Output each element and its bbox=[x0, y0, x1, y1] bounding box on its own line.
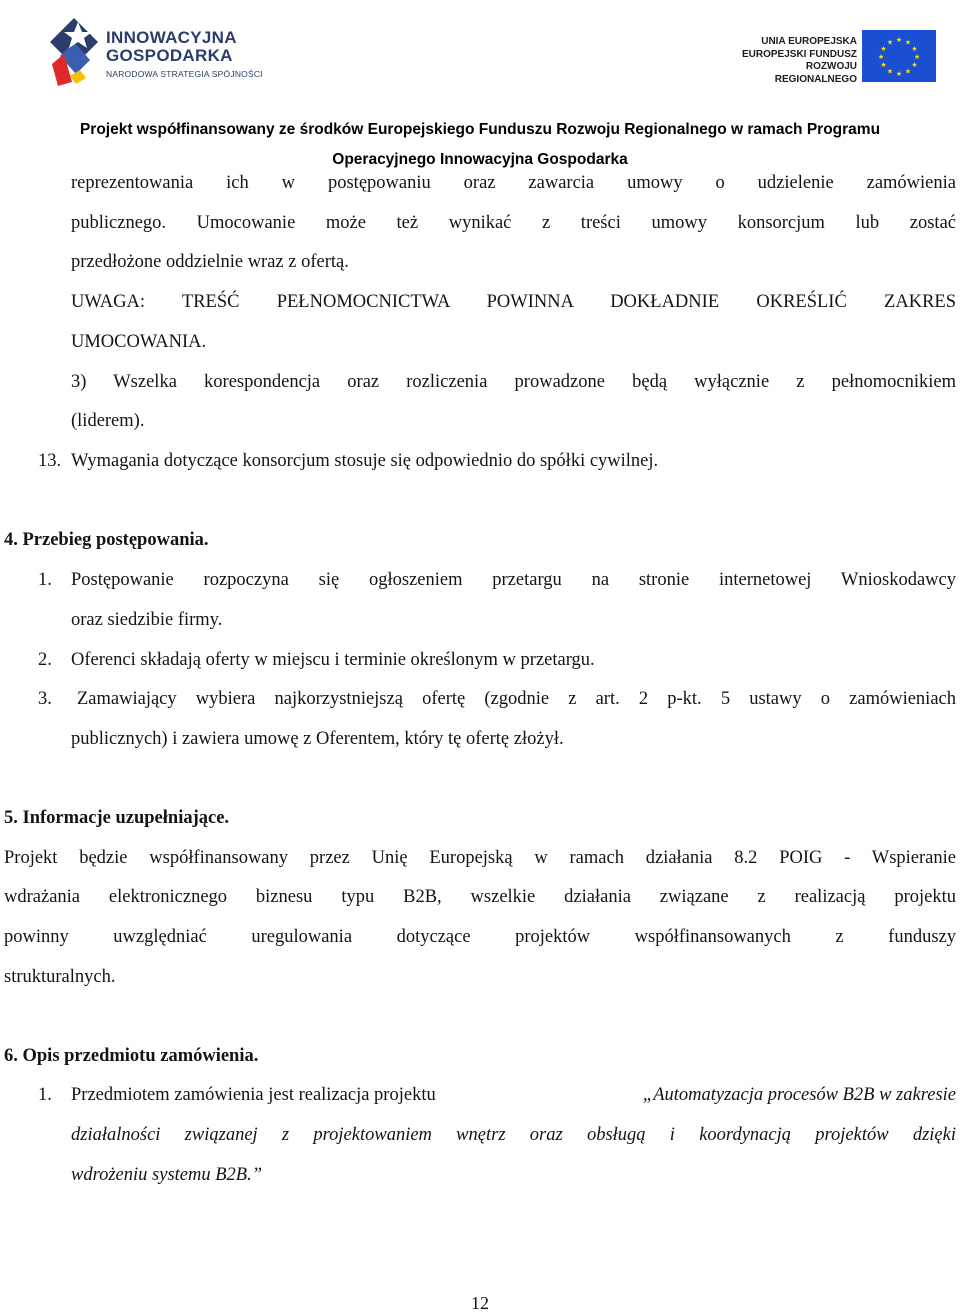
eu-logo-text: UNIA EUROPEJSKA EUROPEJSKI FUNDUSZ ROZWOJU REGIONALNEGO bbox=[741, 36, 857, 85]
svg-text:★: ★ bbox=[895, 36, 903, 44]
section-5-heading: 5. Informacje uzupełniające. bbox=[4, 808, 230, 828]
svg-text:★: ★ bbox=[877, 53, 885, 61]
paragraph-line: Projekt będzie współfinansowany przez Unię Europejską w ramach działania 8.2 POIG - Wspieranie bbox=[4, 848, 956, 868]
point-3-line: (liderem). bbox=[71, 411, 145, 431]
paragraph-line: przedłożone oddzielnie wraz z ofertą. bbox=[71, 252, 349, 272]
list-item-number: 1. bbox=[38, 570, 52, 590]
logo-title: INNOWACYJNA GOSPODARKA bbox=[106, 28, 237, 65]
list-item-number: 1. bbox=[38, 1085, 52, 1105]
eu-logo bbox=[725, 28, 937, 84]
project-title-italic: wdrożeniu systemu B2B.” bbox=[71, 1165, 262, 1185]
paragraph-line: publicznego. Umocowanie może też wynikać z treści umowy konsorcjum lub zostać bbox=[71, 213, 956, 233]
svg-text:★: ★ bbox=[911, 45, 918, 53]
item-text-prefix: Przedmiotem zamówienia jest realizacja projektu bbox=[71, 1085, 436, 1105]
warning-line: UWAGA: TREŚĆ PEŁNOMOCNICTWA POWINNA DOKŁADNIE OKREŚLIĆ ZAKRES bbox=[71, 292, 956, 312]
svg-text:★: ★ bbox=[895, 70, 903, 78]
paragraph-line: powinny uwzględniać uregulowania dotyczące projektów współfinansowanych z funduszy bbox=[4, 927, 956, 947]
eu-flag-icon bbox=[862, 30, 936, 82]
page-header bbox=[0, 0, 960, 170]
svg-text:★: ★ bbox=[904, 38, 912, 47]
section-4-heading: 4. Przebieg postępowania. bbox=[4, 530, 209, 550]
paragraph-line: reprezentowania ich w postępowaniu oraz zawarcia umowy o udzielenie zamówienia bbox=[71, 173, 956, 193]
section-6-heading: 6. Opis przedmiotu zamówienia. bbox=[4, 1046, 259, 1066]
svg-text:★: ★ bbox=[904, 67, 912, 76]
page-number: 12 bbox=[471, 1293, 489, 1313]
item-13-number: 13. bbox=[38, 451, 62, 471]
project-cofinancing-line-1: Projekt współfinansowany ze środków Europejskiego Funduszu Rozwoju Regionalnego w ramach Programu bbox=[79, 121, 881, 138]
warning-line: UMOCOWANIA. bbox=[71, 332, 207, 352]
list-item-number: 3. bbox=[38, 689, 52, 709]
project-title-italic: działalności związanej z projektowaniem wnętrz oraz obsługą i koordynacją projektów dzięki bbox=[71, 1125, 956, 1145]
innowacyjna-gospodarka-logo bbox=[44, 14, 274, 90]
svg-text:★: ★ bbox=[913, 53, 921, 61]
svg-text:★: ★ bbox=[911, 61, 918, 69]
star-emblem-icon bbox=[44, 14, 104, 90]
svg-text:★: ★ bbox=[880, 45, 887, 53]
item-13-text: Wymagania dotyczące konsorcjum stosuje się odpowiednio do spółki cywilnej. bbox=[71, 451, 659, 471]
svg-text:★: ★ bbox=[886, 67, 894, 76]
svg-text:★: ★ bbox=[880, 61, 887, 69]
logo-subtitle: NARODOWA STRATEGIA SPÓJNOŚCI bbox=[106, 69, 263, 79]
svg-text:★: ★ bbox=[886, 38, 894, 47]
list-item-number: 2. bbox=[38, 650, 52, 670]
list-item-text bbox=[71, 1085, 956, 1106]
list-item-text: publicznych) i zawiera umowę z Oferentem, który tę ofertę złożył. bbox=[71, 729, 564, 749]
paragraph-line: wdrażania elektronicznego biznesu typu B2B, wszelkie działania związane z realizacją projektu bbox=[4, 887, 956, 907]
list-item-text: Oferenci składają oferty w miejscu i terminie określonym w przetargu. bbox=[71, 650, 595, 670]
project-title-italic: „Automatyzacja procesów B2B w zakresie bbox=[642, 1085, 956, 1105]
list-item-text: Zamawiający wybiera najkorzystniejszą ofertę (zgodnie z art. 2 p-kt. 5 ustawy o zamówieniach bbox=[77, 689, 956, 709]
paragraph-line: strukturalnych. bbox=[4, 967, 116, 987]
project-cofinancing-line-2: Operacyjnego Innowacyjna Gospodarka bbox=[332, 151, 628, 168]
point-3-line: 3) Wszelka korespondencja oraz rozliczenia prowadzone będą wyłącznie z pełnomocnikiem bbox=[71, 372, 956, 392]
list-item-text: oraz siedzibie firmy. bbox=[71, 610, 223, 630]
list-item-text: Postępowanie rozpoczyna się ogłoszeniem przetargu na stronie internetowej Wnioskodawcy bbox=[71, 570, 956, 590]
